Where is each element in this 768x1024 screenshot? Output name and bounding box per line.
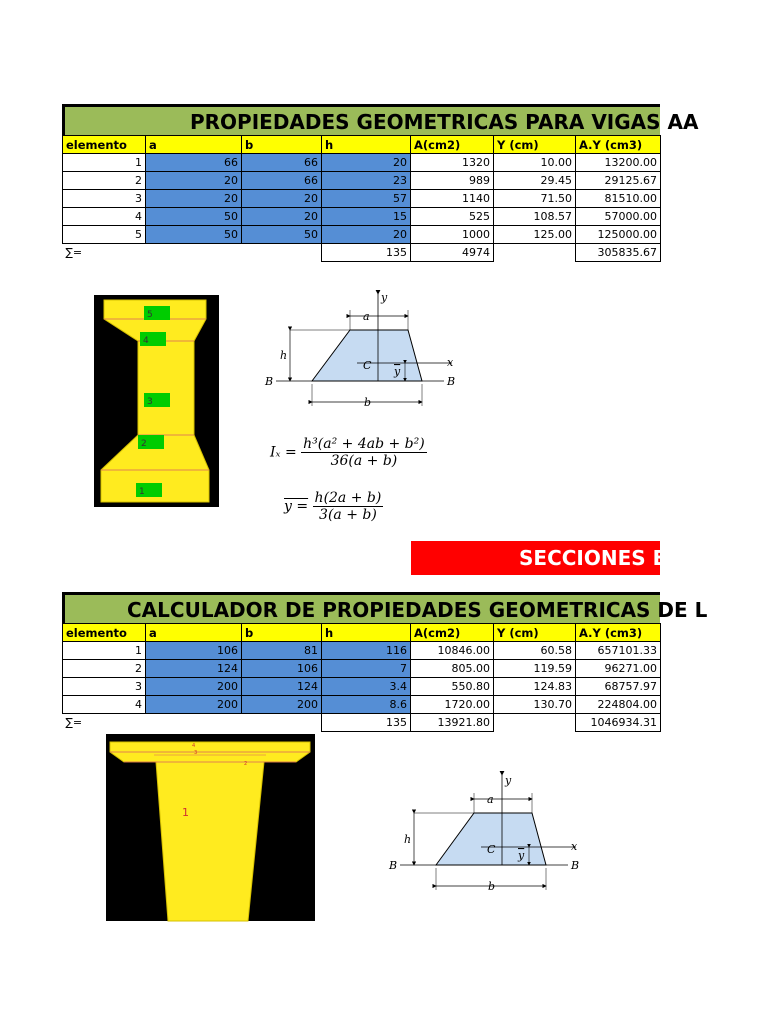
header-a: a xyxy=(146,624,242,642)
header-area: A(cm2) xyxy=(411,136,494,154)
cell-a[interactable]: 200 xyxy=(146,678,242,696)
cell-ay[interactable]: 657101.33 xyxy=(576,642,661,660)
cell-y[interactable]: 125.00 xyxy=(494,226,576,244)
cell-y[interactable]: 108.57 xyxy=(494,208,576,226)
cell-a[interactable]: 200 xyxy=(146,696,242,714)
ix-denominator: 36(a + b) xyxy=(330,453,398,469)
beam1-label-5: 5 xyxy=(147,310,153,320)
cell-b[interactable]: 124 xyxy=(242,678,322,696)
table-row xyxy=(63,696,661,714)
cell-y[interactable]: 29.45 xyxy=(494,172,576,190)
fig2-label-a: a xyxy=(487,793,494,806)
fig1-label-a: a xyxy=(363,310,370,323)
fig2-label-y: y xyxy=(505,774,512,787)
cell-b[interactable]: 66 xyxy=(242,172,322,190)
beam1-label-4: 4 xyxy=(143,336,149,346)
ybar-numerator: h(2a + b) xyxy=(314,490,382,506)
cell-h[interactable]: 20 xyxy=(322,226,411,244)
cell-area[interactable]: 525 xyxy=(411,208,494,226)
fig1-label-h: h xyxy=(280,349,288,362)
ix-numerator: h³(a² + 4ab + b²) xyxy=(303,436,425,452)
cell-ay[interactable]: 224804.00 xyxy=(576,696,661,714)
cell-y[interactable]: 60.58 xyxy=(494,642,576,660)
cell-b[interactable]: 20 xyxy=(242,190,322,208)
table2-header-row xyxy=(63,624,661,642)
cell-elemento[interactable]: 4 xyxy=(63,696,146,714)
cell-y[interactable]: 10.00 xyxy=(494,154,576,172)
ybar-denominator: 3(a + b) xyxy=(319,507,377,523)
cell-y[interactable]: 119.59 xyxy=(494,660,576,678)
header-y: Y (cm) xyxy=(494,136,576,154)
fig1-label-c: C xyxy=(363,359,372,372)
cell-b[interactable]: 66 xyxy=(242,154,322,172)
trapezoid-diagram-2 xyxy=(384,773,594,898)
cell-a[interactable]: 50 xyxy=(146,226,242,244)
table2-title: CALCULADOR DE PROPIEDADES GEOMETRICAS DE L xyxy=(62,592,660,623)
cell-h[interactable]: 8.6 xyxy=(322,696,411,714)
fig1-label-y: y xyxy=(381,291,388,304)
fig1-label-ybar: y xyxy=(394,365,401,378)
header-h: h xyxy=(322,624,411,642)
header-ay: A.Y (cm3) xyxy=(576,624,661,642)
cell-area[interactable]: 1140 xyxy=(411,190,494,208)
beam1-label-3: 3 xyxy=(147,397,153,407)
cell-elemento[interactable]: 1 xyxy=(63,642,146,660)
fig2-label-ybar: y xyxy=(518,849,525,862)
header-a: a xyxy=(146,136,242,154)
fig2-label-b: b xyxy=(488,880,496,893)
ybar-formula xyxy=(284,490,383,523)
trapezoid-diagram-1 xyxy=(262,292,472,412)
cell-a[interactable]: 106 xyxy=(146,642,242,660)
table1-header-row xyxy=(63,136,661,154)
ix-lhs: Iₓ = xyxy=(270,444,297,461)
cell-ay[interactable]: 125000.00 xyxy=(576,226,661,244)
fig2-label-x: x xyxy=(571,840,578,853)
cell-ay[interactable]: 29125.67 xyxy=(576,172,661,190)
cell-ay[interactable]: 96271.00 xyxy=(576,660,661,678)
fig2-label-b-right: B xyxy=(571,859,580,872)
cell-elemento[interactable]: 3 xyxy=(63,678,146,696)
cell-a[interactable]: 124 xyxy=(146,660,242,678)
cell-area[interactable]: 1720.00 xyxy=(411,696,494,714)
table-row xyxy=(63,226,661,244)
header-b: b xyxy=(242,136,322,154)
table-row xyxy=(63,190,661,208)
fig2-label-c: C xyxy=(487,843,496,856)
sum-area[interactable]: 4974 xyxy=(411,244,494,262)
fig2-label-h: h xyxy=(404,833,412,846)
beam2-label-1: 1 xyxy=(182,806,189,819)
fig1-label-b-left: B xyxy=(265,375,274,388)
cell-h[interactable]: 20 xyxy=(322,154,411,172)
table-row xyxy=(63,154,661,172)
table1 xyxy=(62,135,661,262)
t-beam-section-image xyxy=(106,734,315,921)
secciones-banner: SECCIONES EN xyxy=(411,541,660,575)
cell-b[interactable]: 200 xyxy=(242,696,322,714)
cell-h[interactable]: 23 xyxy=(322,172,411,190)
cell-a[interactable]: 20 xyxy=(146,190,242,208)
cell-elemento[interactable]: 4 xyxy=(63,208,146,226)
beam2-label-2: 2 xyxy=(244,761,248,767)
header-ay: A.Y (cm3) xyxy=(576,136,661,154)
i-beam-section-image xyxy=(94,295,219,507)
cell-area[interactable]: 550.80 xyxy=(411,678,494,696)
cell-y[interactable]: 71.50 xyxy=(494,190,576,208)
table2-block xyxy=(62,592,708,732)
cell-h[interactable]: 57 xyxy=(322,190,411,208)
header-area: A(cm2) xyxy=(411,624,494,642)
fig2-label-b-left: B xyxy=(389,859,398,872)
header-b: b xyxy=(242,624,322,642)
cell-ay[interactable]: 57000.00 xyxy=(576,208,661,226)
cell-b[interactable]: 81 xyxy=(242,642,322,660)
cell-h[interactable]: 3.4 xyxy=(322,678,411,696)
table-row xyxy=(63,660,661,678)
header-y: Y (cm) xyxy=(494,624,576,642)
table-row xyxy=(63,172,661,190)
cell-elemento[interactable]: 3 xyxy=(63,190,146,208)
table-row xyxy=(63,208,661,226)
sum-h[interactable]: 135 xyxy=(322,244,411,262)
cell-a[interactable]: 20 xyxy=(146,172,242,190)
cell-area[interactable]: 1320 xyxy=(411,154,494,172)
sum-label: ∑= xyxy=(65,245,83,259)
header-elemento: elemento xyxy=(63,136,146,154)
table1-title: PROPIEDADES GEOMETRICAS PARA VIGAS AA xyxy=(62,104,660,135)
cell-h[interactable]: 15 xyxy=(322,208,411,226)
cell-area[interactable]: 805.00 xyxy=(411,660,494,678)
cell-h[interactable]: 116 xyxy=(322,642,411,660)
beam1-label-1: 1 xyxy=(139,487,145,497)
cell-y[interactable]: 130.70 xyxy=(494,696,576,714)
cell-ay[interactable]: 13200.00 xyxy=(576,154,661,172)
fig1-label-x: x xyxy=(447,356,454,369)
cell-ay[interactable]: 68757.97 xyxy=(576,678,661,696)
cell-elemento[interactable]: 2 xyxy=(63,660,146,678)
table1-block xyxy=(62,104,699,262)
cell-area[interactable]: 989 xyxy=(411,172,494,190)
cell-h[interactable]: 7 xyxy=(322,660,411,678)
beam2-label-4: 4 xyxy=(192,743,196,749)
cell-elemento[interactable]: 2 xyxy=(63,172,146,190)
sum-h[interactable]: 135 xyxy=(322,714,411,732)
cell-ay[interactable]: 81510.00 xyxy=(576,190,661,208)
sum-ay[interactable]: 1046934.31 xyxy=(576,714,661,732)
cell-area[interactable]: 1000 xyxy=(411,226,494,244)
fig1-label-b-right: B xyxy=(447,375,456,388)
header-h: h xyxy=(322,136,411,154)
cell-elemento[interactable]: 1 xyxy=(63,154,146,172)
beam2-label-3: 3 xyxy=(194,750,198,756)
cell-area[interactable]: 10846.00 xyxy=(411,642,494,660)
ix-formula xyxy=(270,436,427,469)
sum-ay[interactable]: 305835.67 xyxy=(576,244,661,262)
sum-row xyxy=(63,244,661,262)
cell-a[interactable]: 50 xyxy=(146,208,242,226)
cell-y[interactable]: 124.83 xyxy=(494,678,576,696)
cell-b[interactable]: 50 xyxy=(242,226,322,244)
beam1-label-2: 2 xyxy=(141,439,147,449)
sum-row xyxy=(63,714,661,732)
sum-area[interactable]: 13921.80 xyxy=(411,714,494,732)
header-elemento: elemento xyxy=(63,624,146,642)
cell-a[interactable]: 66 xyxy=(146,154,242,172)
cell-b[interactable]: 106 xyxy=(242,660,322,678)
table2 xyxy=(62,623,661,732)
cell-elemento[interactable]: 5 xyxy=(63,226,146,244)
table-row xyxy=(63,642,661,660)
ybar-lhs: y = xyxy=(284,498,309,515)
sum-label: ∑= xyxy=(65,715,83,729)
table-row xyxy=(63,678,661,696)
fig1-label-b: b xyxy=(364,396,372,409)
cell-b[interactable]: 20 xyxy=(242,208,322,226)
